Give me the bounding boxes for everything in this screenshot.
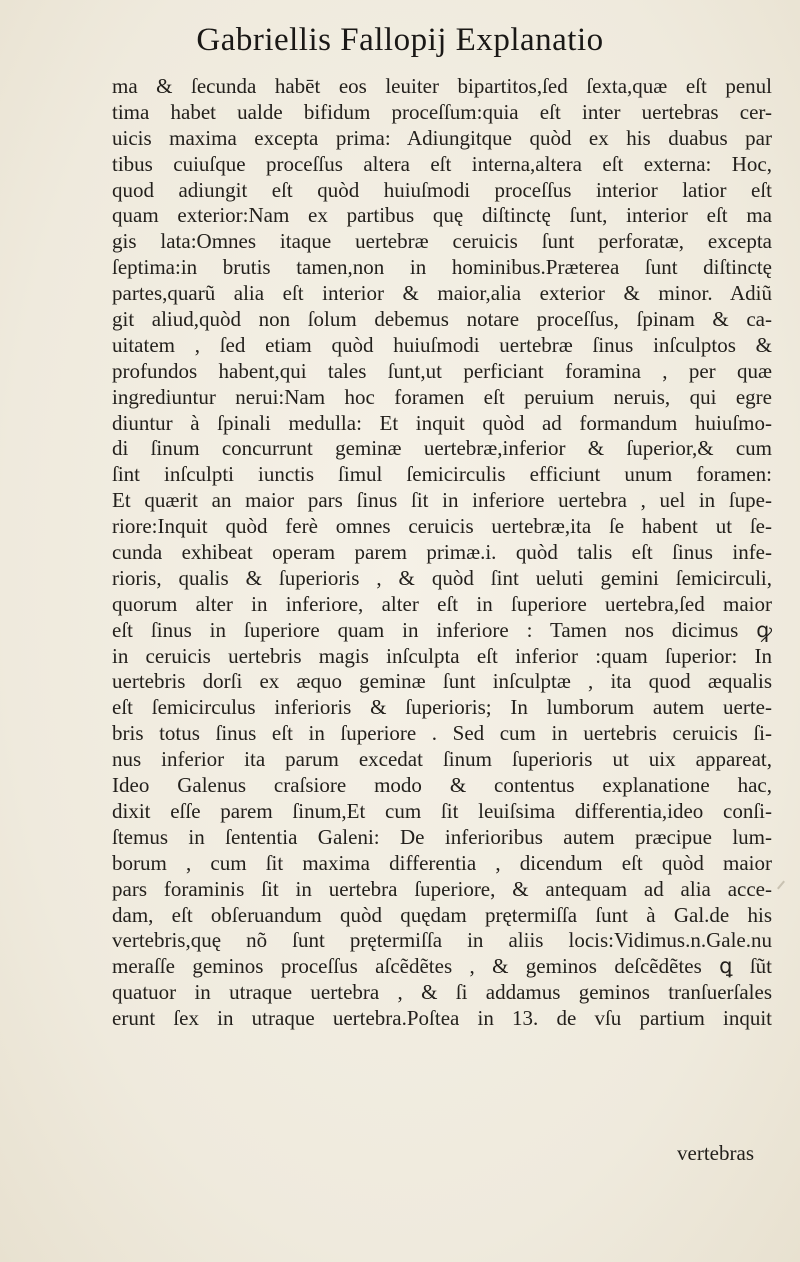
text-line: git aliud,quòd non ſolum debemus notare proceſſus, ſpinam & ca- <box>112 307 772 332</box>
text-line: profundos habent,qui tales ſunt,ut perficiant foramina , per quæ <box>112 358 772 383</box>
text-line: quorum alter in inferiore, alter eſt in ſuperiore uertebra,ſed maior <box>112 591 772 616</box>
text-line: Et quærit an maior pars ſinus ſit in inferiore uertebra , uel in ſupe- <box>112 488 772 513</box>
text-line: erunt ſex in utraque uertebra.Poſtea in 13. de vſu partium inquit <box>112 1006 772 1031</box>
text-line: eſt ſemicirculus inferioris & ſuperioris; In lumborum autem uerte- <box>112 695 772 720</box>
text-line: ingrediuntur nerui:Nam hoc foramen eſt peruium neruis, qui egre <box>112 384 772 409</box>
text-line: cunda exhibeat operam parem primæ.i. quòd talis eſt ſinus infe- <box>112 540 772 565</box>
text-line: diuntur à ſpinali medulla: Et inquit quòd ad formandum huiuſmo- <box>112 410 772 435</box>
text-line: uicis maxima excepta prima: Adiungitque quòd ex his duabus par <box>112 125 772 150</box>
text-line: quod adiungit eſt quòd huiuſmodi proceſſus interior latior eſt <box>112 177 772 202</box>
text-line: partes,quarũ alia eſt interior & maior,alia exterior & minor. Adiũ <box>112 281 772 306</box>
text-line: nus inferior ita parum excedat ſinum ſuperioris ut uix appareat, <box>112 747 772 772</box>
text-line: uitatem , ſed etiam quòd huiuſmodi uertebræ ſinus inſculptos & <box>112 332 772 357</box>
text-line: in ceruicis uertebris magis inſculpta eſt inferior :quam ſuperior: In <box>112 643 772 668</box>
running-head: Gabriellis Fallopij Explanatio <box>196 22 604 58</box>
text-line: riore:Inquit quòd ferè omnes ceruicis uertebræ,ita ſe habent ut ſe- <box>112 514 772 539</box>
text-line: ſint inſculpti iunctis ſimul ſemicirculis efficiunt unum foramen: <box>112 462 772 487</box>
text-line: meraſſe geminos proceſſus aſcẽdẽtes , & geminos deſcẽdẽtes ꝗ ſũt <box>112 954 772 979</box>
text-line: pars foraminis ſit in uertebra ſuperiore, & antequam ad alia acce- <box>112 876 772 901</box>
text-line: di ſinum concurrunt geminæ uertebræ,inferior & ſuperior,& cum <box>112 436 772 461</box>
page-edge-mark <box>777 881 785 890</box>
text-line: vertebris,quę nõ ſunt prętermiſſa in aliis locis:Vidimus.n.Gale.nu <box>112 928 772 953</box>
text-line: dam, eſt obſeruandum quòd quędam prętermiſſa ſunt à Gal.de his <box>112 902 772 927</box>
text-line: eſt ſinus in ſuperiore quam in inferiore : Tamen nos dicimus ꝙ <box>112 617 772 642</box>
text-line: quatuor in utraque uertebra , & ſi addamus geminos tranſuerſales <box>112 980 772 1005</box>
text-line: Ideo Galenus craſsiore modo & contentus explanatione hac, <box>112 773 772 798</box>
catchword: vertebras <box>677 1141 754 1165</box>
text-line: quam exterior:Nam ex partibus quę diſtinctę ſunt, interior eſt ma <box>112 203 772 228</box>
text-line: bris totus ſinus eſt in ſuperiore . Sed cum in uertebris ceruicis ſi- <box>112 721 772 746</box>
text-block <box>112 74 772 1032</box>
text-line: dixit eſſe parem ſinum,Et cum ſit leuiſsima differentia,ideo conſi- <box>112 798 772 823</box>
text-line: tibus cuiuſque proceſſus altera eſt interna,altera eſt externa: Hoc, <box>112 151 772 176</box>
text-line: ſeptima:in brutis tamen,non in hominibus.Præterea ſunt diſtinctę <box>112 255 772 280</box>
text-line: ſtemus in ſententia Galeni: De inferioribus autem præcipue lum- <box>112 824 772 849</box>
text-line: ma & ſecunda habēt eos leuiter bipartitos,ſed ſexta,quæ eſt penul <box>112 74 772 98</box>
text-line: borum , cum ſit maxima differentia , dicendum eſt quòd maior <box>112 850 772 875</box>
text-line: gis lata:Omnes itaque uertebræ ceruicis ſunt perforatæ, excepta <box>112 229 772 254</box>
text-line: tima habet ualde bifidum proceſſum:quia eſt inter uertebras cer- <box>112 99 772 124</box>
text-line: rioris, qualis & ſuperioris , & quòd ſint ueluti gemini ſemicirculi, <box>112 565 772 590</box>
text-line: uertebris dorſi ex æquo geminæ ſunt inſculptæ , ita quod æqualis <box>112 669 772 694</box>
